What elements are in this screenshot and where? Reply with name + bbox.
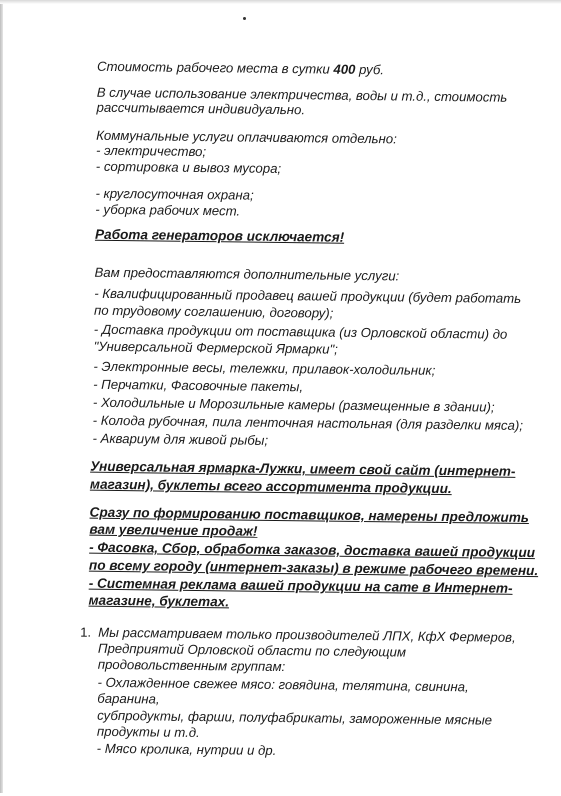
cost-currency: руб. [355,61,385,78]
security-item: - круглосуточная охрана; [95,185,254,203]
offer-notice-line: Сразу по формированию поставщиков, намерены предложить [89,504,530,526]
cleaning-item: - уборка рабочих мест. [95,201,241,219]
producers-line: баранина, [97,690,160,707]
utilities-item-garbage: - сортировка и вывоз мусора; [95,158,282,176]
producers-line: - Охлажденное свежее мясо: говядина, телятина, свинина, [97,674,469,695]
services-line: - Колода рубочная, пила ленточная настольная (для разделки мяса); [92,412,524,433]
services-line: - Перчатки, Фасовочные пакеты, [93,376,304,395]
services-line: - Холодильные и Морозильные камеры (размещенные в здании); [92,394,495,415]
electricity-note-line-1: В случае использование электричества, воды и т.д., стоимость [96,84,508,105]
producers-line: субпродукты, фарши, полуфабрикаты, замороженные мясные [97,707,493,728]
website-notice-line-1: Универсальная ярмарка-Лужки, имеет свой сайт (интернет- [90,458,516,479]
services-line: "Универсальной Фермерской Ярмарки"; [93,338,338,357]
list-number: 1. [80,624,92,640]
website-notice-line-2: магазин), буклеты всего ассортимента продукции. [89,476,452,497]
electricity-note-line-2: рассчитывается индивидуально. [96,99,306,118]
offer-notice-line: магазине, буклетах. [88,592,230,610]
workplace-cost-line [97,59,384,79]
producers-line: продовольственным группам: [97,656,286,675]
services-line: - Квалифицированный продавец вашей продукции (будет работать [94,285,522,306]
offer-notice-line: вам увеличение продаж! [89,521,258,539]
generators-notice: Работа генераторов исключается! [94,226,345,245]
offer-notice-line: - Системная реклама вашей продукции на сате в Интернет- [88,575,513,596]
offer-notice-line: - Фасовка, Сбор, обработка заказов, доставка вашей продукции [89,539,536,561]
offer-notice-line: по всему городу (интернет-заказы) в режиме рабочего времени. [88,557,539,579]
producers-line: Мы рассматриваем только производителей ЛПХ, КфХ Фермеров, [98,624,516,645]
utilities-heading: Коммунальные услуги оплачиваются отдельно: [96,127,397,147]
services-line: - Электронные весы, тележки, прилавок-холодильник; [93,358,436,378]
producers-line: - Мясо кролика, нутрии и др. [96,740,277,758]
producers-line: продукты и т.д. [96,723,200,741]
services-line: - Доставка продукции от поставщика (из Орловской области) до [93,321,508,342]
utilities-item-electricity: - электричество; [95,142,207,160]
services-line: - Аквариум для живой рыбы; [92,430,269,448]
services-intro: Вам предоставляются дополнительные услуги: [94,264,400,284]
cost-text: Стоимость рабочего места в сутки [96,58,334,77]
cost-amount: 400 [333,61,356,77]
services-line: по трудовому соглашению, договору); [93,302,334,321]
producers-line: Предприятий Орловской области по следующим [97,640,407,660]
